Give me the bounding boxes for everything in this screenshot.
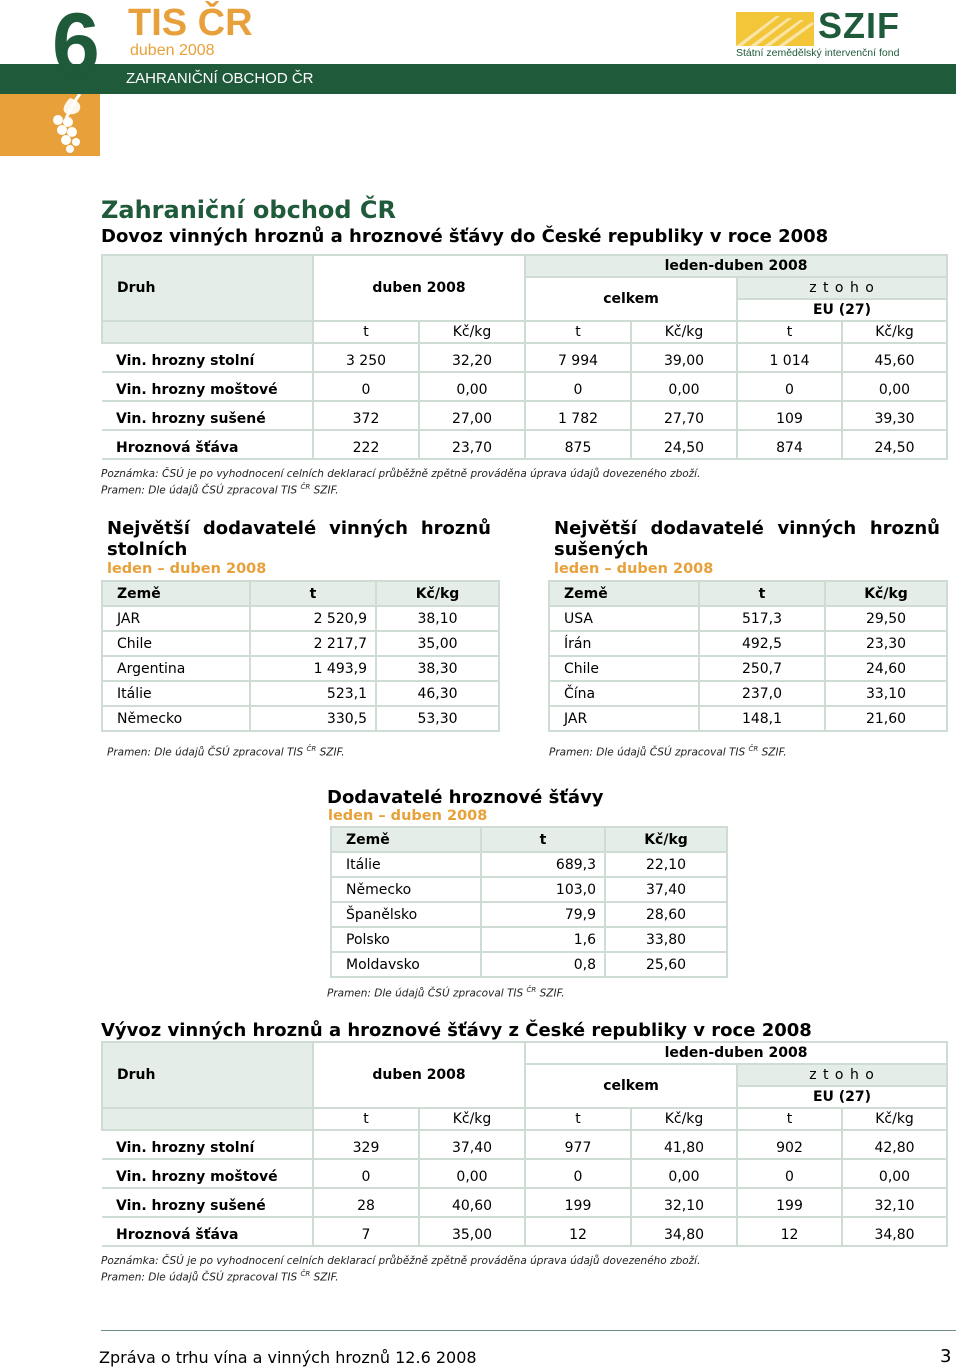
table-cell: 27,00 bbox=[419, 401, 525, 430]
import-table bbox=[101, 254, 948, 460]
footer-divider bbox=[101, 1330, 956, 1331]
unit-header-blank bbox=[102, 321, 313, 343]
column-header-celkem: celkem bbox=[525, 277, 737, 321]
table-cell: 0,00 bbox=[419, 1159, 525, 1188]
column-header-country: Země bbox=[102, 581, 250, 606]
table-cell: 35,00 bbox=[419, 1217, 525, 1246]
table-grapes-period: leden – duben 2008 bbox=[107, 561, 267, 577]
table-row: Chile 250,7 24,60 bbox=[549, 656, 947, 681]
import-source: Pramen: Dle údajů ČSÚ zpracoval TIS $^{ČR}$ SZIF. bbox=[101, 483, 339, 497]
dried-grapes-table bbox=[548, 580, 948, 732]
unit-header: t bbox=[313, 1108, 419, 1130]
table-row bbox=[102, 430, 947, 459]
table-row bbox=[102, 1217, 947, 1246]
table-row bbox=[102, 401, 947, 430]
row-label: Vin. hrozny sušené bbox=[102, 1188, 313, 1217]
table-cell: 1 014 bbox=[737, 343, 842, 372]
unit-header: Kč/kg bbox=[631, 1108, 737, 1130]
row-label: Vin. hrozny sušené bbox=[102, 401, 313, 430]
table-row: JAR 2 520,9 38,10 bbox=[102, 606, 499, 631]
column-header-tonnes: t bbox=[481, 827, 605, 852]
table-row: Moldavsko 0,8 25,60 bbox=[331, 952, 727, 977]
section-name: ZAHRANIČNÍ OBCHOD ČR bbox=[126, 70, 314, 87]
column-header-eu: EU (27) bbox=[737, 1086, 947, 1108]
unit-header: Kč/kg bbox=[419, 1108, 525, 1130]
column-header-period1: duben 2008 bbox=[313, 255, 525, 321]
unit-header: Kč/kg bbox=[631, 321, 737, 343]
unit-header: Kč/kg bbox=[842, 321, 947, 343]
juice-source: Pramen: Dle údajů ČSÚ zpracoval TIS $^{ČR}$ SZIF. bbox=[327, 986, 565, 1000]
dried-grapes-title: Největší dodavatelé vinných hroznů sušených bbox=[554, 518, 940, 560]
table-cell: 0 bbox=[313, 1159, 419, 1188]
column-header-ztoho: z t o h o bbox=[737, 1064, 947, 1086]
table-cell: 34,80 bbox=[631, 1217, 737, 1246]
dried-grapes-period: leden – duben 2008 bbox=[554, 561, 714, 577]
table-cell: 875 bbox=[525, 430, 631, 459]
table-cell: 0 bbox=[525, 1159, 631, 1188]
table-cell: 109 bbox=[737, 401, 842, 430]
column-header-country: Země bbox=[331, 827, 481, 852]
table-cell: 0 bbox=[313, 372, 419, 401]
szif-logo-text: SZIF bbox=[818, 5, 900, 46]
table-cell: 7 994 bbox=[525, 343, 631, 372]
unit-header: t bbox=[313, 321, 419, 343]
column-header-tonnes: t bbox=[250, 581, 376, 606]
table-cell: 0,00 bbox=[842, 1159, 947, 1188]
table-cell: 32,20 bbox=[419, 343, 525, 372]
table-row bbox=[102, 343, 947, 372]
table-grapes-source: Pramen: Dle údajů ČSÚ zpracoval TIS $^{ČR}$ SZIF. bbox=[107, 745, 345, 759]
row-label: Hroznová šťáva bbox=[102, 430, 313, 459]
table-cell: 372 bbox=[313, 401, 419, 430]
row-label: Vin. hrozny moštové bbox=[102, 1159, 313, 1188]
table-cell: 24,50 bbox=[631, 430, 737, 459]
table-cell: 39,00 bbox=[631, 343, 737, 372]
grape-vine-icon bbox=[0, 94, 100, 156]
table-cell: 0 bbox=[525, 372, 631, 401]
table-row bbox=[102, 1188, 947, 1217]
column-header-celkem: celkem bbox=[525, 1064, 737, 1108]
table-row: Írán 492,5 23,30 bbox=[549, 631, 947, 656]
table-cell: 34,80 bbox=[842, 1217, 947, 1246]
table-cell: 977 bbox=[525, 1130, 631, 1159]
table-cell: 32,10 bbox=[631, 1188, 737, 1217]
table-grapes-title: Největší dodavatelé vinných hroznů stolních bbox=[107, 518, 491, 560]
table-cell: 41,80 bbox=[631, 1130, 737, 1159]
table-cell: 12 bbox=[737, 1217, 842, 1246]
table-cell: 42,80 bbox=[842, 1130, 947, 1159]
table-cell: 40,60 bbox=[419, 1188, 525, 1217]
table-cell: 12 bbox=[525, 1217, 631, 1246]
table-cell: 7 bbox=[313, 1217, 419, 1246]
table-row bbox=[102, 1159, 947, 1188]
table-row: JAR 148,1 21,60 bbox=[549, 706, 947, 731]
row-label: Vin. hrozny moštové bbox=[102, 372, 313, 401]
table-row: USA 517,3 29,50 bbox=[549, 606, 947, 631]
table-row: Itálie 689,3 22,10 bbox=[331, 852, 727, 877]
issue-date: duben 2008 bbox=[130, 42, 215, 59]
row-label: Hroznová šťáva bbox=[102, 1217, 313, 1246]
page-number: 3 bbox=[940, 1346, 952, 1367]
import-title: Dovoz vinných hroznů a hroznové šťávy do České republiky v roce 2008 bbox=[101, 226, 829, 247]
table-cell: 24,50 bbox=[842, 430, 947, 459]
column-header-tonnes: t bbox=[699, 581, 825, 606]
column-header-period1: duben 2008 bbox=[313, 1042, 525, 1108]
column-header-price: Kč/kg bbox=[376, 581, 499, 606]
table-row bbox=[102, 372, 947, 401]
column-header-druh: Druh bbox=[102, 255, 313, 321]
table-grapes-table bbox=[101, 580, 500, 732]
export-note: Poznámka: ČSÚ je po vyhodnocení celních deklarací průběžně zpětně prováděna úprava údajů dovezeného zboží. bbox=[101, 1255, 701, 1267]
table-cell: 37,40 bbox=[419, 1130, 525, 1159]
row-label: Vin. hrozny stolní bbox=[102, 1130, 313, 1159]
table-row: Španělsko 79,9 28,60 bbox=[331, 902, 727, 927]
table-row: Argentina 1 493,9 38,30 bbox=[102, 656, 499, 681]
unit-header-blank bbox=[102, 1108, 313, 1130]
column-header-price: Kč/kg bbox=[605, 827, 727, 852]
table-cell: 0 bbox=[737, 372, 842, 401]
column-header-druh: Druh bbox=[102, 1042, 313, 1108]
szif-logo-subtitle: Státní zemědělský intervenční fond bbox=[736, 47, 900, 59]
brand-title: TIS ČR bbox=[128, 2, 253, 44]
table-row: Čína 237,0 33,10 bbox=[549, 681, 947, 706]
table-cell: 199 bbox=[525, 1188, 631, 1217]
table-cell: 874 bbox=[737, 430, 842, 459]
table-cell: 0,00 bbox=[419, 372, 525, 401]
table-row: Polsko 1,6 33,80 bbox=[331, 927, 727, 952]
table-cell: 329 bbox=[313, 1130, 419, 1159]
table-cell: 222 bbox=[313, 430, 419, 459]
table-row: Itálie 523,1 46,30 bbox=[102, 681, 499, 706]
szif-logo-icon bbox=[736, 12, 814, 46]
table-cell: 0,00 bbox=[842, 372, 947, 401]
table-cell: 32,10 bbox=[842, 1188, 947, 1217]
table-cell: 39,30 bbox=[842, 401, 947, 430]
dried-grapes-source: Pramen: Dle údajů ČSÚ zpracoval TIS $^{ČR}$ SZIF. bbox=[549, 745, 787, 759]
table-cell: 199 bbox=[737, 1188, 842, 1217]
table-cell: 0 bbox=[737, 1159, 842, 1188]
column-header-eu: EU (27) bbox=[737, 299, 947, 321]
table-row: Německo 330,5 53,30 bbox=[102, 706, 499, 731]
column-header-period2: leden-duben 2008 bbox=[525, 255, 947, 277]
table-cell: 23,70 bbox=[419, 430, 525, 459]
issue-number: 6 bbox=[52, 0, 100, 92]
import-note: Poznámka: ČSÚ je po vyhodnocení celních deklarací průběžně zpětně prováděna úprava údajů dovezeného zboží. bbox=[101, 468, 701, 480]
table-cell: 3 250 bbox=[313, 343, 419, 372]
table-cell: 27,70 bbox=[631, 401, 737, 430]
table-cell: 0,00 bbox=[631, 372, 737, 401]
unit-header: t bbox=[525, 1108, 631, 1130]
unit-header: t bbox=[737, 321, 842, 343]
table-row: Chile 2 217,7 35,00 bbox=[102, 631, 499, 656]
juice-period: leden – duben 2008 bbox=[328, 808, 488, 824]
szif-logo bbox=[736, 5, 906, 60]
footer-text: Zpráva o trhu vína a vinných hroznů 12.6 2008 bbox=[99, 1348, 477, 1367]
page-title: Zahraniční obchod ČR bbox=[101, 196, 397, 224]
table-cell: 28 bbox=[313, 1188, 419, 1217]
column-header-country: Země bbox=[549, 581, 699, 606]
juice-table bbox=[330, 826, 728, 978]
column-header-period2: leden-duben 2008 bbox=[525, 1042, 947, 1064]
table-cell: 1 782 bbox=[525, 401, 631, 430]
column-header-price: Kč/kg bbox=[825, 581, 947, 606]
row-label: Vin. hrozny stolní bbox=[102, 343, 313, 372]
juice-title: Dodavatelé hroznové šťávy bbox=[327, 787, 604, 808]
table-cell: 0,00 bbox=[631, 1159, 737, 1188]
table-cell: 902 bbox=[737, 1130, 842, 1159]
table-row bbox=[102, 1130, 947, 1159]
export-title: Vývoz vinných hroznů a hroznové šťávy z České republiky v roce 2008 bbox=[101, 1020, 812, 1041]
table-cell: 45,60 bbox=[842, 343, 947, 372]
unit-header: Kč/kg bbox=[842, 1108, 947, 1130]
export-table bbox=[101, 1041, 948, 1247]
unit-header: t bbox=[525, 321, 631, 343]
unit-header: Kč/kg bbox=[419, 321, 525, 343]
column-header-ztoho: z t o h o bbox=[737, 277, 947, 299]
unit-header: t bbox=[737, 1108, 842, 1130]
export-source: Pramen: Dle údajů ČSÚ zpracoval TIS $^{ČR}$ SZIF. bbox=[101, 1270, 339, 1284]
table-row: Německo 103,0 37,40 bbox=[331, 877, 727, 902]
